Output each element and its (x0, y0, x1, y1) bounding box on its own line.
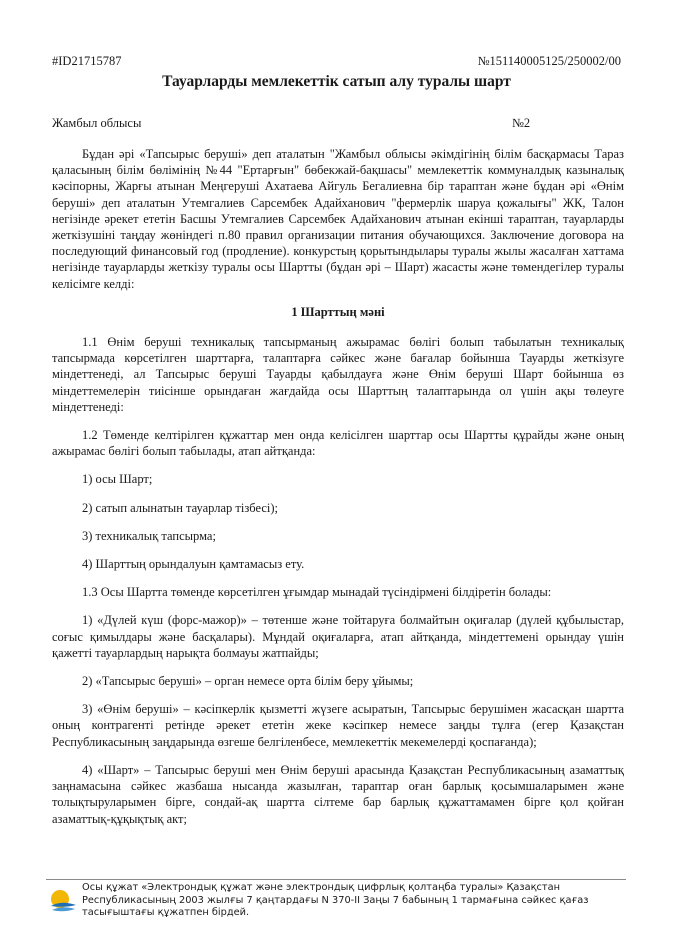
footer-notice: Осы құжат «Электрондық құжат және электрондық цифрлық қолтаңба туралы» Қазақстан Республикасының 2003 жылғы 7 қаңтардағы N 370-II Заңы 7 бабының 1 тармағына сәйкес қағаз тасығыштағы құжатпен бірдей. (82, 882, 589, 919)
clause-1-2: 1.2 Төменде келтірілген құжаттар мен онда келісілген шарттар осы Шартты құрайды және оның ажырамас бөлігі болып табылады, атап айтқанда: (52, 428, 624, 459)
definition-item: 1) «Дүлей күш (форс-мажор)» – төтенше және тойтаруға болмайтын оқиғалар (дүлей құбылыстар, соғыс қимылдары және басқалары). Мұндай оқиғаларға, атап айтқанда, міндеттемені орындау үшін қажетті тауарлардың нарықта болмауы жатпайды; (52, 613, 624, 660)
list-item: 2) сатып алынатын тауарлар тізбесі); (82, 500, 279, 515)
footer-divider (46, 879, 626, 880)
page-title: Тауарларды мемлекеттік сатып алу туралы шарт (162, 73, 511, 90)
definition-item: 3) «Өнім беруші» – кәсіпкерлік қызметті жүзеге асыратын, Тапсырыс берушімен жасасқан шартта оның контрагенті ретінде әрекет ететін жеке кәсіпкер немесе заңды тұлға (егер Қазақстан Республикасының заңдарында өзгеше белгіленбесе, мемлекеттік мекемелерді қоспағанда); (52, 702, 624, 749)
list-item: 1) осы Шарт; (82, 472, 153, 487)
section-heading: 1 Шарттың мәні (291, 304, 385, 319)
intro-paragraph: Бұдан әрі «Тапсырыс беруші» деп аталатын "Жамбыл облысы әкімдігінің білім басқармасы Тараз қаласының білім бөлімінің №44 "Ертарғын" бөбекжай-бақшасы" мемлекеттік коммуналдық казыналық кәсіпорны, Жарғы атынан Меңгеруші Ахатаева Айгуль Бегалиевна бір тараптан және бұдан әрі «Өнім беруші» деп аталатын Утемгалиев Сарсембек Адайханович "фермерлік шаруа қожалығы" ЖК, Талон негізінде әрекет ететін Басшы Утемгалиев Сарсембек Адайханович атынан екінші тараптан, тауарларды жеткізушіні таңдау жөніндегі п.80 правил организации питания обучающихся. Заключение договора на последующий финансовый год (продление). конкурстың қорытындылары туралы жылы жасалған хаттама негізінде тауарларды жеткізу туралы осы Шартты (бұдан әрі – Шарт) жасасты және төмендегілер туралы келісімге келді: (52, 147, 624, 291)
list-item: 4) Шарттың орындалуын қамтамасыз ету. (82, 557, 305, 572)
definition-item: 4) «Шарт» – Тапсырыс беруші мен Өнім беруші арасында Қазақстан Республикасының азаматтық заңнамасына сәйкес жазбаша нысанда жазылған, тараптар оған барлық қосымшаларымен және толықтыруларымен бірге, сондай-ақ шартта сілтеме бар барлық құжаттамамен бірге қол қойған азаматтық-құқықтық акт; (52, 762, 624, 826)
clause-1-1: 1.1 Өнім беруші техникалық тапсырманың ажырамас бөлігі болып табылатын техникалық тапсырмада көрсетілген шарттарға, талаптарға сәйкес және бағалар бойынша Тауарды жеткізуге міндеттенеді, ал Тапсырыс беруші Тауарды қабылдауға және Өнім беруші Шарт бойынша өз міндеттемелерін тиісінше орындаған жағдайда осы Шарттың талаптарында ол үшін ақы төлеуге міндеттенеді: (52, 335, 624, 414)
document-id: #ID21715787 (52, 54, 122, 68)
clause-1-3: 1.3 Осы Шартта төменде көрсетілген ұғымдар мынадай түсіндірмені білдіретін болады: (82, 585, 552, 600)
egov-logo-icon (48, 886, 78, 916)
contract-number: №2 (512, 116, 531, 130)
region-name: Жамбыл облысы (52, 116, 142, 130)
document-number: №151140005125/250002/00 (477, 54, 621, 68)
contract-body (52, 146, 624, 827)
definition-item: 2) «Тапсырыс беруші» – орган немесе орта білім беру ұйымы; (82, 674, 414, 689)
list-item: 3) техникалық тапсырма; (82, 528, 216, 543)
